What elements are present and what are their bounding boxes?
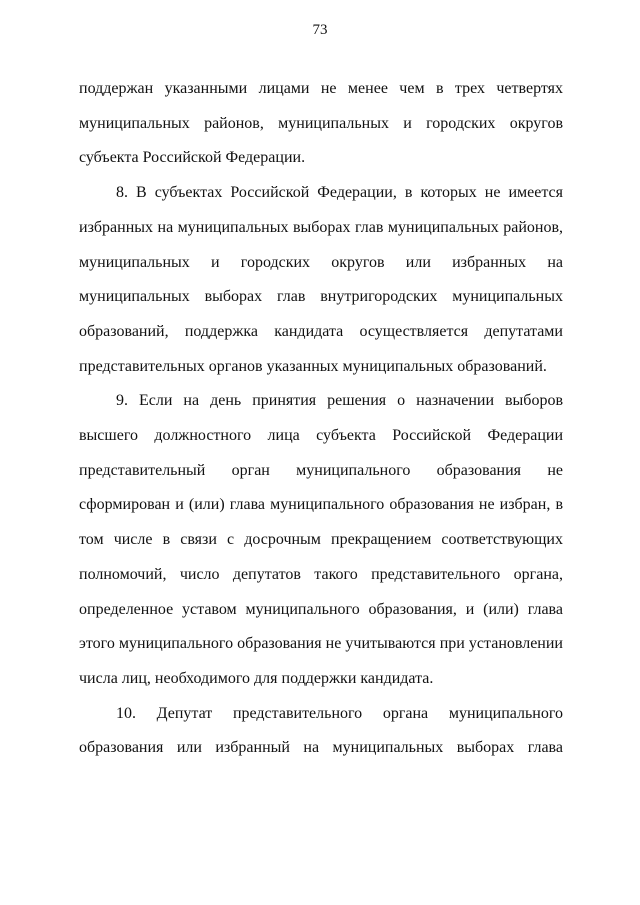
paragraph-item-8: 8. В субъектах Российской Федерации, в которых не имеется избранных на муниципальных выборах глав муниципальных районов, муниципальных и городских округов или избранных на муниципальных выборах глав внутригородских муниципальных образований, поддержка кандидата осуществляется депутатами представительных органов указанных муниципальных образований. (79, 184, 563, 375)
paragraph-continuation: поддержан указанными лицами не менее чем в трех четвертях муниципальных районов, муниципальных и городских округов субъекта Российской Федерации. (79, 80, 563, 167)
document-body (79, 72, 563, 766)
paragraph-item-10: 10. Депутат представительного органа муниципального образования или избранный на муниципальных выборах глава (79, 704, 563, 757)
paragraph-item-9: 9. Если на день принятия решения о назначении выборов высшего должностного лица субъекта Российской Федерации представительный орган муниципального образования не сформирован и (или) глава муниципального образования не избран, в том числе в связи с досрочным прекращением соответствующих полномочий, число депутатов такого представительного органа, определенное уставом муниципального образования, и (или) глава этого муниципального образования не учитываются при установлении числа лиц, необходимого для поддержки кандидата. (79, 392, 563, 687)
page-number: 73 (312, 22, 328, 38)
